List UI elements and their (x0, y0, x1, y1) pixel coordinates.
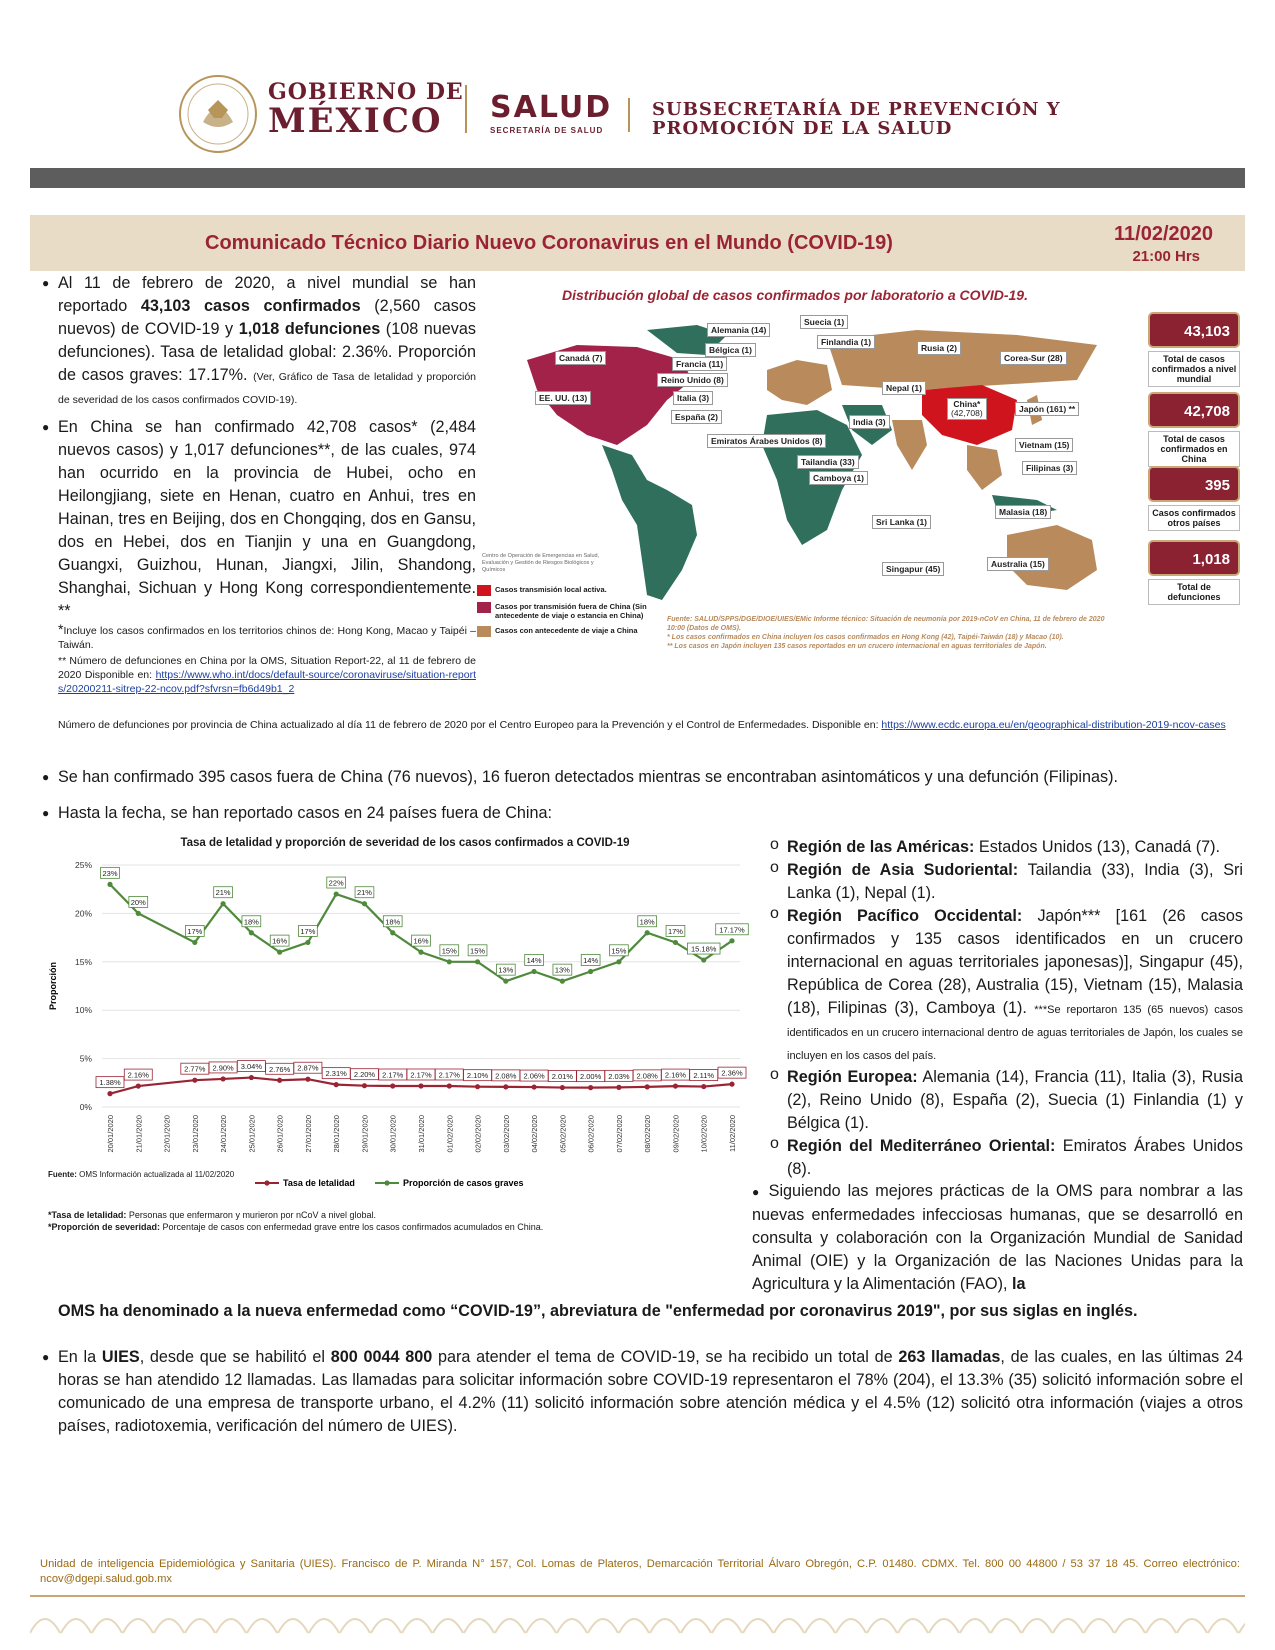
decoration-arc (960, 1619, 990, 1633)
stat-caption: Total de casos confirmados a nivel mundial (1148, 351, 1240, 387)
map-label: Sri Lanka (1) (872, 515, 931, 529)
x-tick-label: 03/02/2020 (501, 1115, 511, 1153)
x-tick-label: 28/01/2020 (332, 1115, 342, 1153)
decoration-arc (1208, 1619, 1238, 1633)
data-point (277, 950, 282, 955)
page-footer: Unidad de inteligencia Epidemiológica y Sanitaria (UIES). Francisco de P. Miranda N° 157, Col. Lomas de Plateros, Demarcación Territorial Álvaro Obregón, C.P. 01480. CDMX. Tel. 800 00 44800 / 53 37 18 45. Correo electrónico: ncov@dgepi.salud.gob.mx (40, 1558, 1240, 1585)
data-point (475, 959, 480, 964)
data-label: 2.03% (608, 1071, 630, 1081)
x-tick-label: 31/01/2020 (417, 1115, 426, 1153)
data-point (531, 1084, 536, 1089)
decoration-arc (340, 1619, 370, 1633)
decoration-arc (216, 1619, 246, 1633)
data-label: 15.18% (691, 944, 717, 954)
decoration-arc (526, 1619, 556, 1633)
data-label: 23% (102, 868, 118, 878)
paragraph-uies-calls: En la UIES, desde que se habilitó el 800 0044 800 para atender el tema de COVID-19, se ha recibido un total de 263 llamadas, de las cuales, en las últimas 24 horas se han atendido 12 llamadas. Las llamadas para solicitar información sobre COVID-19 representaron el 78% (204), el 13.3% (35) solicitó información sobre el comunicado de una empresa de transporte urbano, el 4.2% (11) solicitó información sobre atención médica y el 4.5% (12) solicitó otra información (viajes a otros países, radiotoxemia, verificación del número de UIES). (58, 1348, 1243, 1435)
report-time: 21:00 Hrs (1132, 248, 1200, 265)
decoration-arc (247, 1619, 277, 1633)
map-label: Finlandia (1) (817, 335, 875, 349)
map-label: Alemania (14) (707, 323, 770, 337)
map-label: Reino Unido (8) (657, 373, 728, 387)
paragraph-naming-conclusion: OMS ha denominado a la nueva enfermedad como “COVID-19”, abreviatura de "enfermedad por coronavirus 2019", por sus siglas en inglés. (58, 1302, 1138, 1320)
data-label: 2.11% (693, 1071, 715, 1081)
map-label: Bélgica (1) (705, 343, 756, 357)
data-label: 18% (385, 917, 401, 927)
europe-shape (767, 360, 832, 405)
decoration-arc (991, 1619, 1021, 1633)
data-point (673, 1083, 678, 1088)
decoration-arc (309, 1619, 339, 1633)
decoration-arc (681, 1619, 711, 1633)
data-point (305, 940, 310, 945)
bullet: ● (42, 276, 50, 290)
lethality-severity-chart (40, 805, 770, 1255)
data-label: 3.04% (240, 1062, 263, 1072)
map-legend: Casos transmisión local activa. Casos por transmisión fuera de China (Sin antecedente de viaje o estancia en China) Casos con antecedente de viaje a China (477, 585, 652, 637)
data-label: 16% (413, 936, 429, 946)
stat-total-china (1148, 392, 1240, 467)
data-label: 2.17% (382, 1070, 404, 1080)
decoration-arc (185, 1619, 215, 1633)
legend-label: Proporción de casos graves (403, 1178, 524, 1188)
map-label: Francia (11) (672, 357, 727, 371)
data-point (503, 1084, 508, 1089)
data-point (192, 1078, 197, 1083)
decoration-arc (92, 1619, 122, 1633)
y-tick-label: 5% (79, 1053, 92, 1064)
data-label: 2.77% (184, 1064, 206, 1074)
data-label: 17% (667, 926, 683, 936)
data-point (277, 1078, 282, 1083)
data-label: 2.16% (127, 1070, 149, 1080)
map-label: Tailandia (33) (797, 455, 859, 469)
data-label: 15% (611, 946, 627, 956)
data-point (475, 1084, 480, 1089)
gobierno-line2: MÉXICO (268, 101, 443, 141)
paragraph-naming: ● Siguiendo las mejores prácticas de la OMS para nombrar a las nuevas enfermedades infecciosas humanas, que se desarrolló en consulta y colaboración con la Organización Mundial de Sanidad Animal (OIE) y la Organización de las Naciones Unidas para la Agricultura y la Alimentación (FAO), la (752, 1182, 1244, 1293)
data-point (334, 891, 339, 896)
data-label: 21% (356, 888, 372, 898)
y-tick-label: 15% (74, 956, 92, 967)
salud-logo-text: SALUD (490, 90, 613, 125)
footnote-china-territories: *Incluye los casos confirmados en los territorios chinos de: Hong Kong, Macao y Taipéi – Taiwán. (58, 621, 476, 651)
data-point (192, 940, 197, 945)
decoration-arc (495, 1619, 525, 1633)
stat-other-countries (1148, 466, 1240, 531)
data-point (418, 950, 423, 955)
data-label: 2.08% (636, 1071, 658, 1081)
data-point (390, 1083, 395, 1088)
x-tick-label: 01/02/2020 (445, 1115, 455, 1153)
map-label: EE. UU. (13) (535, 391, 591, 405)
region-item: o Región Pacífico Occidental: Japón*** [161 (26 casos confirmados y 135 casos identificados en un crucero internacional en aguas territoriales japonesas)], Singapur (45), República de Corea (28), Australia (15), Vietnam (15), Malasia (18), Filipinas (3), Camboya (1). ***Se reportaron 135 (65 nuevos) casos identificados en un crucero internacional dentro de aguas territoriales de Japón, los cuales se incluyen en los casos del país. (770, 905, 1243, 1062)
decoration-arc (278, 1619, 308, 1633)
data-point (701, 1084, 706, 1089)
data-point (701, 957, 706, 962)
decoration-arc (712, 1619, 742, 1633)
x-tick-label: 25/01/2020 (247, 1115, 257, 1153)
legend-marker (384, 1180, 389, 1185)
data-point (220, 901, 225, 906)
chart-def-lethality: *Tasa de letalidad: Personas que enfermaron y murieron por nCoV a nivel global. (48, 1210, 377, 1220)
map-label: Rusia (2) (917, 341, 961, 355)
data-point (503, 979, 508, 984)
data-label: 14% (583, 955, 599, 965)
y-tick-label: 20% (74, 908, 92, 919)
data-point (249, 1075, 254, 1080)
region-item: o Región de las Américas: Estados Unidos (13), Canadá (7). (770, 836, 1221, 856)
data-point (107, 1091, 112, 1096)
y-tick-label: 0% (79, 1102, 92, 1112)
subsecretaria-line1: SUBSECRETARÍA DE PREVENCIÓN Y (652, 99, 1061, 120)
data-label: 2.87% (297, 1063, 319, 1073)
footnote-who: ** Número de defunciones en China por la OMS, Situation Report-22, al 11 de febrero de 2020 Disponible en: https://www.who.int/docs/default-source/coronaviruse/situation-reports/20200211-sitrep-22-ncov.pdf?sfvrsn=fb6d49b1_2 (58, 655, 476, 695)
data-label: 2.36% (721, 1068, 743, 1078)
x-tick-label: 11/02/2020 (728, 1115, 737, 1152)
southeast-asia-shape (967, 445, 1002, 490)
x-tick-label: 21/01/2020 (134, 1115, 144, 1153)
x-tick-label: 22/01/2020 (162, 1115, 172, 1153)
legend-label: Tasa de letalidad (283, 1178, 355, 1188)
x-tick-label: 20/01/2020 (106, 1115, 115, 1153)
header-separator (465, 85, 467, 133)
x-tick-label: 08/02/2020 (643, 1115, 653, 1153)
data-label: 18% (639, 917, 655, 927)
data-point (136, 911, 141, 916)
map-label: Emiratos Árabes Unidos (8) (707, 434, 826, 448)
legend-swatch-outside (477, 602, 491, 613)
data-point (560, 1085, 565, 1090)
chart-title: Tasa de letalidad y proporción de severidad de los casos confirmados a COVID-19 (180, 837, 630, 849)
data-label: 1.38% (99, 1078, 121, 1088)
decoration-arc (154, 1619, 184, 1633)
data-label: 15% (470, 946, 486, 956)
map-label-china: China* (42,708) (947, 398, 987, 420)
x-tick-label: 07/02/2020 (614, 1115, 624, 1153)
data-point (588, 1085, 593, 1090)
decoration-arc (433, 1619, 463, 1633)
data-label: 2.00% (579, 1072, 602, 1082)
x-tick-label: 02/02/2020 (473, 1115, 483, 1153)
data-point (673, 940, 678, 945)
stat-total-world (1148, 312, 1240, 387)
stat-deaths (1148, 540, 1240, 605)
south-america-shape (602, 445, 697, 600)
decoration-arc (557, 1619, 587, 1633)
decoration-arc (464, 1619, 494, 1633)
data-label: 22% (328, 878, 344, 888)
ecdc-link[interactable]: https://www.ecdc.europa.eu/en/geographical-distribution-2019-ncov-cases (881, 719, 1226, 731)
data-label: 2.31% (325, 1069, 347, 1079)
gobierno-line1: GOBIERNO DE (268, 79, 464, 105)
decoration-arc (371, 1619, 401, 1633)
data-point (136, 1083, 141, 1088)
map-label: India (3) (849, 415, 890, 429)
x-tick-label: 10/02/2020 (699, 1115, 709, 1153)
decoration-arc (1115, 1619, 1145, 1633)
map-label: Nepal (1) (882, 381, 926, 395)
data-label: 2.17% (410, 1070, 432, 1080)
header-grey-bar (30, 168, 1245, 188)
decoration-arc (1146, 1619, 1176, 1633)
data-point (362, 1083, 367, 1088)
data-label: 2.16% (664, 1070, 687, 1080)
data-label: 2.20% (353, 1070, 376, 1080)
data-point (616, 1085, 621, 1090)
x-tick-label: 29/01/2020 (360, 1115, 370, 1153)
data-label: 17% (300, 926, 316, 936)
data-label: 2.06% (523, 1071, 545, 1081)
paragraph-outside-china: Se han confirmado 395 casos fuera de China (76 nuevos), 16 fueron detectados mientras se encontraban asintomáticos y una defunción (Filipinas). (58, 768, 1119, 786)
data-label: 2.76% (268, 1064, 291, 1074)
data-label: 15% (441, 946, 457, 956)
map-label: Vietnam (15) (1015, 438, 1073, 452)
subsecretaria-line2: PROMOCIÓN DE LA SALUD (652, 118, 953, 139)
data-label: 2.10% (466, 1071, 489, 1081)
map-label: Malasia (18) (995, 505, 1051, 519)
map-label: Suecia (1) (800, 315, 848, 329)
decoration-arc (1084, 1619, 1114, 1633)
region-item: o Región Europea: Alemania (14), Francia (11), Italia (3), Rusia (2), Reino Unido (8), España (2), Suecia (1) Finlandia (1) y Bélgica (1). (770, 1066, 1243, 1132)
decoration-arc (650, 1619, 680, 1633)
region-item: o Región del Mediterráneo Oriental: Emiratos Árabes Unidos (8). (770, 1135, 1243, 1178)
data-label: 21% (215, 888, 231, 898)
data-label: 2.01% (551, 1072, 574, 1082)
data-point (220, 1076, 225, 1081)
india-shape (892, 420, 927, 470)
footer-decoration (30, 1603, 1245, 1643)
data-point (616, 959, 621, 964)
data-point (447, 959, 452, 964)
data-point (645, 930, 650, 935)
map-center-note: Centro de Operación de Emergencias en Salud, Evaluación y Gestión de Riesgos Biológicos y Químicos (482, 553, 600, 573)
legend-swatch-travel (477, 626, 491, 637)
data-point (560, 979, 565, 984)
decoration-arc (30, 1619, 60, 1633)
map-label: Canadá (7) (555, 351, 606, 365)
decoration-arc (588, 1619, 618, 1633)
regions-list (770, 836, 1243, 1181)
bullet: ● (42, 420, 50, 434)
page-header (0, 0, 1275, 160)
title-bar (30, 215, 1245, 271)
report-title: Comunicado Técnico Diario Nuevo Coronavirus en el Mundo (COVID-19) (205, 232, 893, 254)
data-point (305, 1077, 310, 1082)
data-label: 14% (526, 955, 542, 965)
data-point (390, 930, 395, 935)
x-tick-label: 04/02/2020 (530, 1115, 540, 1153)
decoration-arc (619, 1619, 649, 1633)
footer-rule (30, 1595, 1245, 1597)
stat-value: 43,103 (1148, 312, 1240, 348)
coat-of-arms-seal (178, 74, 258, 154)
decoration-arc (402, 1619, 432, 1633)
paragraph-countries-count: Hasta la fecha, se han reportado casos en 24 países fuera de China: (58, 804, 553, 822)
stat-caption: Total de defunciones (1148, 579, 1240, 605)
data-label: 17% (187, 926, 203, 936)
legend-swatch-local (477, 585, 491, 596)
data-point (729, 1082, 734, 1087)
stat-value: 42,708 (1148, 392, 1240, 428)
who-report-link[interactable]: https://www.who.int/docs/default-source/coronaviruse/situation-reports/20200211-sitrep-22-ncov.pdf?sfvrsn=fb6d49b1_2 (58, 669, 476, 695)
y-tick-label: 25% (74, 860, 92, 870)
decoration-arc (929, 1619, 959, 1633)
map-label: Japón (161) ** (1015, 402, 1079, 416)
decoration-arc (774, 1619, 804, 1633)
salud-subtext: SECRETARÍA DE SALUD (490, 126, 604, 135)
y-tick-label: 10% (74, 1005, 92, 1016)
paragraph-china-summary: En China se han confirmado 42,708 casos* (2,484 nuevos casos) y 1,017 defunciones**, de las cuales, 974 han ocurrido en la provincia de Hubei, ocho en Heilongjiang, siete en Henan, cuatro en Anhui, tres en Hainan, tres en Beijing, dos en Chongqing, dos en Gansu, dos en Hebei, dos en Tianjin y una en Guangdong, Guangxi, Guizhou, Hunan, Jiangxi, Jilin, Shandong, Shanghai, Sichuan y Hong Kong correspondientemente. ** (58, 418, 476, 620)
chart-svg (40, 850, 770, 1245)
data-point (588, 969, 593, 974)
decoration-arc (898, 1619, 928, 1633)
chart-source: Fuente: OMS Información actualizada al 11/02/2020 (48, 1170, 235, 1179)
data-label: 18% (243, 917, 259, 927)
data-label: 20% (130, 897, 146, 907)
decoration-arc (61, 1619, 91, 1633)
data-point (531, 969, 536, 974)
region-item: o Región de Asia Sudoriental: Tailandia (33), India (3), Sri Lanka (1), Nepal (1). (770, 859, 1244, 902)
data-label: 2.08% (495, 1071, 517, 1081)
data-point (729, 938, 734, 943)
data-point (107, 882, 112, 887)
map-label: Filipinas (3) (1022, 461, 1077, 475)
data-label: 13% (554, 965, 570, 975)
decoration-arc (1239, 1619, 1245, 1633)
decoration-arc (805, 1619, 835, 1633)
data-label: 2.17% (438, 1070, 460, 1080)
decoration-arc (1022, 1619, 1052, 1633)
data-point (362, 901, 367, 906)
data-point (334, 1082, 339, 1087)
decoration-arc (1053, 1619, 1083, 1633)
data-label: 2.90% (212, 1063, 234, 1073)
map-title: Distribución global de casos confirmados por laboratorio a COVID-19. (562, 287, 1028, 303)
chart-def-severity: *Proporción de severidad: Porcentaje de casos con enfermedad grave entre los casos confirmados acumulados en China. (48, 1222, 544, 1232)
y-axis-label: Proporción (48, 961, 58, 1011)
stat-caption: Total de casos confirmados en China (1148, 431, 1240, 467)
world-map-infographic (482, 275, 1250, 693)
stat-caption: Casos confirmados otros países (1148, 505, 1240, 531)
data-point (418, 1083, 423, 1088)
map-label: España (2) (671, 410, 722, 424)
stat-value: 1,018 (1148, 540, 1240, 576)
data-point (249, 930, 254, 935)
footnote-ecdc: Número de defunciones por provincia de China actualizado al día 11 de febrero de 2020 por el Centro Europeo para la Prevención y el Control de Enfermedades. Disponible en: https://www.ecdc.europa.eu/en/geographical-distribution-2019-ncov-cases (58, 719, 1226, 731)
decoration-arc (1177, 1619, 1207, 1633)
stat-value: 395 (1148, 466, 1240, 502)
decoration-arc (743, 1619, 773, 1633)
report-date: 11/02/2020 (1114, 223, 1213, 245)
x-tick-label: 09/02/2020 (671, 1115, 681, 1153)
data-label: 17.17% (719, 925, 745, 935)
x-tick-label: 26/01/2020 (275, 1115, 285, 1153)
bullet: ● (42, 806, 50, 820)
x-tick-label: 05/02/2020 (558, 1115, 568, 1153)
decoration-arc (836, 1619, 866, 1633)
paragraph-global-summary: Al 11 de febrero de 2020, a nivel mundial se han reportado 43,103 casos confirmados (2,560 casos nuevos) de COVID-19 y 1,018 defunciones (108 nuevas defunciones). Tasa de letalidad global: 2.36%. Proporción de casos graves: 17.17%. (Ver, Gráfico de Tasa de letalidad y proporción de severidad de los casos confirmados COVID-19). (58, 274, 477, 406)
map-label: Italia (3) (673, 391, 713, 405)
bullet: ● (42, 770, 50, 784)
map-label: Camboya (1) (809, 471, 868, 485)
x-tick-label: 27/01/2020 (303, 1115, 313, 1153)
data-point (645, 1084, 650, 1089)
header-separator-2 (628, 98, 630, 132)
x-tick-label: 06/02/2020 (586, 1115, 596, 1153)
data-label: 16% (272, 936, 288, 946)
decoration-arc (867, 1619, 897, 1633)
data-label: 13% (498, 965, 514, 975)
map-label: Australia (15) (987, 557, 1049, 571)
x-tick-label: 23/01/2020 (190, 1115, 200, 1153)
x-tick-label: 24/01/2020 (219, 1115, 229, 1153)
map-source: Fuente: SALUD/SPPS/DGE/DIOE/UIES/EMic Informe técnico: Situación de neumonía por 2019-nCoV en China, 11 de febrero de 2020 10:00 (Datos de OMS). * Los casos confirmados en China incluyen los casos confirmados en Hong Kong (42), Taipéi-Taiwán (18) y Macao (10). ** Los casos en Japón incluyen 135 casos reportados en un crucero internacional en aguas territoriales de Japón. (667, 616, 1105, 650)
decoration-arc (123, 1619, 153, 1633)
bullet: ● (42, 1350, 50, 1364)
map-label: Corea-Sur (28) (1000, 351, 1067, 365)
data-point (447, 1083, 452, 1088)
map-label: Singapur (45) (882, 562, 944, 576)
x-tick-label: 30/01/2020 (388, 1115, 398, 1153)
legend-marker (264, 1180, 269, 1185)
